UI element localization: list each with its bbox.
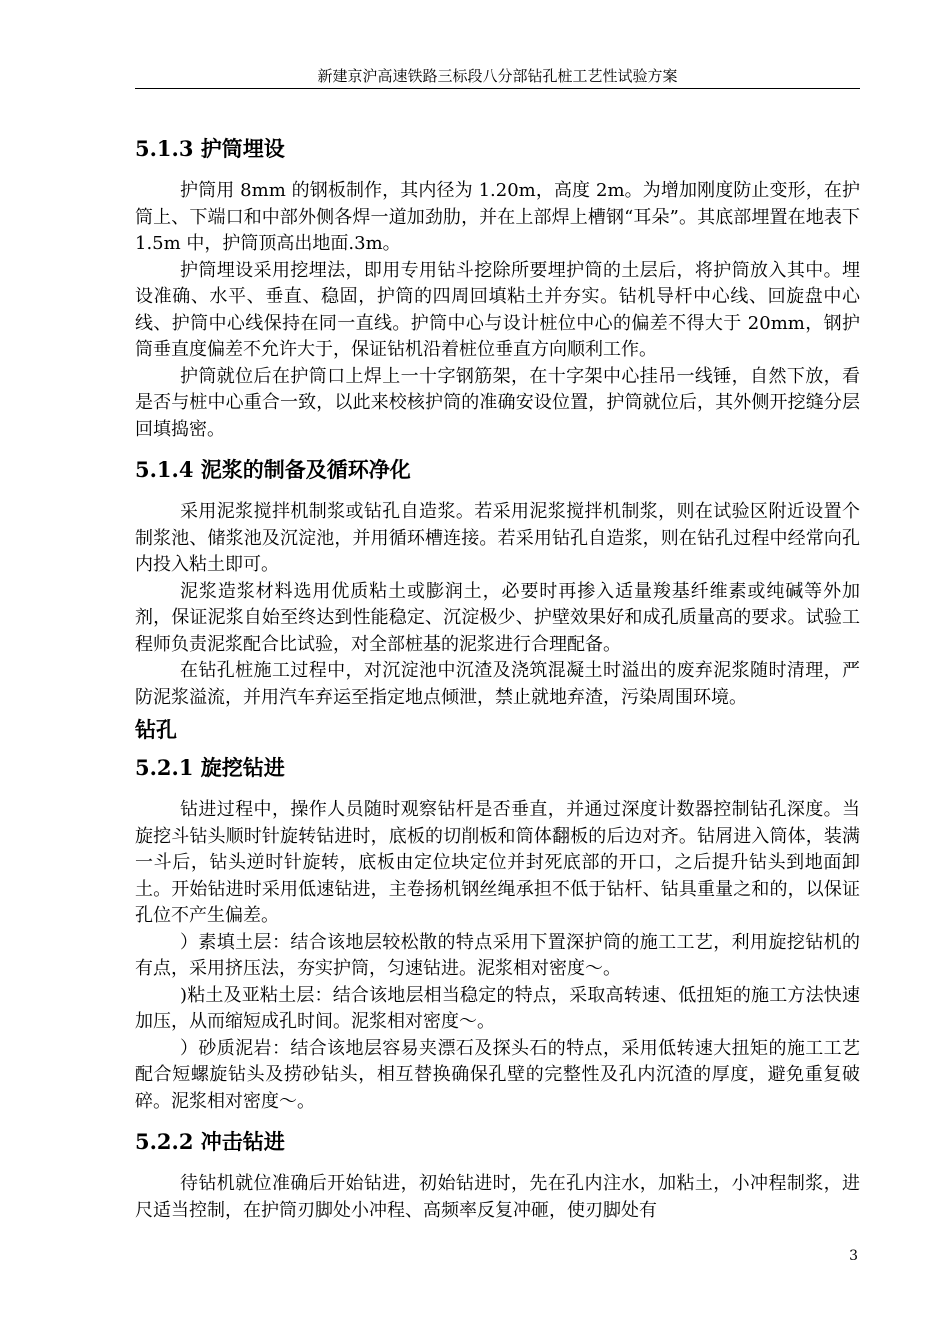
section-heading-5-1-4: 5.1.4 泥浆的制备及循环净化 (135, 457, 411, 482)
paragraph: 采用泥浆搅拌机制浆或钻孔自造浆。若采用泥浆搅拌机制浆，则在试验区附近设置个制浆池、储浆池及沉淀池，并用循环槽连接。若采用钻孔自造浆，则在钻孔过程中经常向孔内投入粘土即可。 (135, 501, 860, 575)
paragraph: 在钻孔桩施工过程中，对沉淀池中沉渣及浇筑混凝土时溢出的废弃泥浆随时清理，严防泥浆溢流，并用汽车弃运至指定地点倾泄，禁止就地弃渣，污染周围环境。 (135, 660, 860, 708)
paragraph: ）素填土层：结合该地层较松散的特点采用下置深护筒的施工工艺，利用旋挖钻机的有点，采用挤压法，夯实护筒，匀速钻进。泥浆相对密度～。 (135, 931, 860, 979)
paragraph: 护筒用 8mm 的钢板制作，其内径为 1.20m，高度 2m。为增加刚度防止变形，在护筒上、下端口和中部外侧各焊一道加劲肋，并在上部焊上槽钢“耳朵”。其底部埋置在地表下 1.5m 中，护筒顶高出地面.3m。 (135, 180, 860, 254)
paragraph: ）砂质泥岩：结合该地层容易夹漂石及探头石的特点，采用低转速大扭矩的施工工艺配合短螺旋钻头及捞砂钻头，相互替换确保孔壁的完整性及孔内沉渣的厚度，避免重复破碎。泥浆相对密度～。 (135, 1037, 860, 1112)
paragraph: 钻进过程中，操作人员随时观察钻杆是否垂直，并通过深度计数器控制钻孔深度。当旋挖斗钻头顺时针旋转钻进时，底板的切削板和筒体翻板的后边对齐。钻屑进入筒体，装满一斗后，钻头逆时针旋转，底板由定位块定位并封死底部的开口，之后提升钻头到地面卸土。开始钻进时采用低速钻进，主卷扬机钢丝绳承担不低于钻杆、钻具重量之和的，以保证孔位不产生偏差。 (135, 799, 860, 926)
paragraph: 护筒就位后在护筒口上焊上一十字钢筋架，在十字架中心挂吊一线锤，自然下放，看是否与桩中心重合一致，以此来校核护筒的准确安设位置，护筒就位后，其外侧开挖缝分层回填捣密。 (135, 365, 860, 440)
document-body (135, 130, 860, 1224)
page-number: 3 (849, 1248, 858, 1264)
section-heading-5-2-1: 5.2.1 旋挖钻进 (135, 755, 285, 780)
paragraph: 泥浆造浆材料选用优质粘土或膨润土，必要时再掺入适量羧基纤维素或纯碱等外加剂，保证泥浆自始至终达到性能稳定、沉淀极少、护壁效果好和成孔质量高的要求。试验工程师负责泥浆配合比试验，对全部桩基的泥浆进行合理配备。 (135, 580, 860, 655)
section-heading-5-1-3: 5.1.3 护筒埋设 (135, 136, 285, 161)
page-header-title: 新建京沪高速铁路三标段八分部钻孔桩工艺性试验方案 (317, 67, 678, 85)
paragraph: )粘土及亚粘土层：结合该地层相当稳定的特点，采取高转速、低扭矩的施工方法快速加压，从而缩短成孔时间。泥浆相对密度～。 (135, 984, 860, 1032)
header-rule (135, 88, 860, 89)
section-heading-drilling: 钻孔 (135, 717, 177, 742)
paragraph: 护筒埋设采用挖埋法，即用专用钻斗挖除所要埋护筒的土层后，将护筒放入其中。埋设准确、水平、垂直、稳固，护筒的四周回填粘土并夯实。钻机导杆中心线、回旋盘中心线、护筒中心线保持在同一直线。护筒中心与设计桩位中心的偏差不得大于 20mm，钢护筒垂直度偏差不允许大于，保证钻机沿着桩位垂直方向顺利工作。 (135, 259, 860, 360)
paragraph: 待钻机就位准确后开始钻进，初始钻进时，先在孔内注水，加粘土，小冲程制浆，进尺适当控制，在护筒刃脚处小冲程、高频率反复冲砸，使刃脚处有 (135, 1173, 860, 1221)
section-heading-5-2-2: 5.2.2 冲击钻进 (135, 1129, 285, 1154)
